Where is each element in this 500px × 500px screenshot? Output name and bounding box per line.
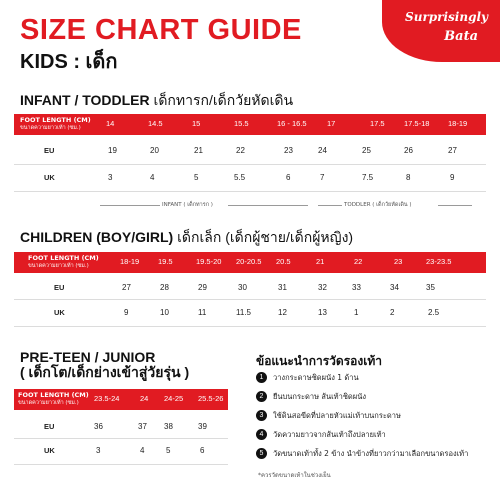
infant-heading-th: เด็กทารก/เด็กวัยหัดเดิน [153, 92, 294, 108]
foot-length-label-en: FOOT LENGTH (CM) [20, 116, 91, 124]
foot-length-label-th: ขนาดความยาวเท้า (ซม.) [20, 125, 81, 131]
foot-length-label-th: ขนาดความยาวเท้า (ซม.) [28, 263, 89, 269]
infant-size-cell: 17.5-18 [404, 119, 430, 128]
toddler-group-line-right [438, 205, 472, 206]
row-divider [14, 438, 228, 439]
children-size-cell: 19.5-20 [196, 257, 222, 266]
row-divider [14, 299, 486, 300]
infant-foot-length-label [20, 116, 91, 132]
preteen-eu-cell: 37 [138, 422, 147, 431]
children-section-heading [20, 229, 353, 245]
infant-eu-cell: 25 [362, 146, 371, 155]
tips-note: *ควรวัดขนาดเท้าในช่วงเย็น [258, 472, 331, 479]
children-size-cell: 20-20.5 [236, 257, 262, 266]
infant-size-cell: 15 [192, 119, 201, 128]
infant-group-line-left [100, 205, 160, 206]
children-heading-en: CHILDREN (BOY/GIRL) [20, 229, 174, 245]
children-eu-cell: 30 [238, 283, 247, 292]
page-subtitle: KIDS : เด็ก [20, 51, 118, 73]
preteen-size-cell: 25.5-26 [198, 394, 224, 403]
tip-number: 3 [256, 410, 267, 421]
children-foot-length-label [28, 254, 99, 270]
infant-uk-cell: 5 [194, 173, 199, 182]
children-size-cell: 20.5 [276, 257, 291, 266]
infant-uk-cell: 5.5 [234, 173, 246, 182]
tip-text: วัดขนาดเท้าทั้ง 2 ข้าง นำข้างที่ยาวกว่ามาเลือกขนาดรองเท้า [273, 449, 469, 458]
preteen-eu-cell: 39 [198, 422, 207, 431]
children-eu-cell: 35 [426, 283, 435, 292]
tips-heading: ข้อแนะนำการวัดรองเท้า [256, 354, 382, 368]
infant-uk-cell: 9 [450, 173, 455, 182]
infant-size-cell: 14.5 [148, 119, 163, 128]
children-size-cell: 19.5 [158, 257, 173, 266]
infant-eu-cell: 19 [108, 146, 117, 155]
tip-text: วางกระดาษชิดผนัง 1 ด้าน [273, 373, 359, 382]
infant-size-cell: 18-19 [448, 119, 468, 128]
infant-uk-cell: 4 [150, 173, 155, 182]
infant-uk-cell: 7.5 [362, 173, 374, 182]
infant-header-bar [14, 114, 486, 135]
children-size-cell: 22 [354, 257, 363, 266]
preteen-heading: PRE-TEEN / JUNIOR [20, 349, 156, 365]
children-size-cell: 23 [394, 257, 403, 266]
tip-number: 4 [256, 429, 267, 440]
infant-eu-cell: 23 [284, 146, 293, 155]
row-label-eu: EU [44, 422, 55, 431]
infant-eu-cell: 27 [448, 146, 457, 155]
children-eu-cell: 34 [390, 283, 399, 292]
infant-section-heading [20, 92, 293, 108]
infant-group-label: INFANT ( เด็กทารก ) [162, 202, 213, 208]
preteen-eu-cell: 36 [94, 422, 103, 431]
children-size-cell: 21 [316, 257, 325, 266]
foot-length-label-th: ขนาดความยาวเท้า (ซม.) [18, 400, 79, 406]
children-eu-cell: 33 [352, 283, 361, 292]
tip-number: 5 [256, 448, 267, 459]
foot-length-label-en: FOOT LENGTH (CM) [28, 254, 99, 262]
children-uk-cell: 12 [278, 308, 287, 317]
toddler-group-line-left [318, 205, 342, 206]
children-uk-cell: 11.5 [236, 308, 251, 317]
infant-group-line-right [228, 205, 308, 206]
infant-uk-cell: 6 [286, 173, 291, 182]
preteen-size-cell: 23.5-24 [94, 394, 120, 403]
infant-size-cell: 17.5 [370, 119, 385, 128]
preteen-foot-length-label [18, 391, 89, 407]
children-table [0, 252, 500, 332]
row-divider [14, 464, 228, 465]
preteen-size-cell: 24-25 [164, 394, 184, 403]
infant-eu-cell: 26 [404, 146, 413, 155]
infant-uk-cell: 8 [406, 173, 411, 182]
children-uk-cell: 11 [198, 308, 207, 317]
children-eu-cell: 28 [160, 283, 169, 292]
infant-table [0, 114, 500, 214]
tip-text: วัดความยาวจากส้นเท้าถึงปลายเท้า [273, 430, 386, 439]
infant-size-cell: 17 [327, 119, 336, 128]
row-divider [14, 164, 486, 165]
page-title: SIZE CHART GUIDE [20, 14, 302, 46]
brand-name: Bata [444, 29, 478, 44]
preteen-heading-th: ( เด็กโต/เด็กย่างเข้าสู่วัยรุ่น ) [20, 364, 190, 380]
children-uk-cell: 2 [390, 308, 395, 317]
infant-heading-en: INFANT / TODDLER [20, 92, 150, 108]
infant-uk-cell: 3 [108, 173, 113, 182]
infant-eu-cell: 20 [150, 146, 159, 155]
infant-eu-cell: 24 [318, 146, 327, 155]
tip-number: 2 [256, 391, 267, 402]
children-uk-cell: 9 [124, 308, 129, 317]
tip-text: ใช้ดินสอขีดที่ปลายหัวแม่เท้าบนกระดาษ [273, 411, 401, 420]
row-divider [14, 326, 486, 327]
children-eu-cell: 32 [318, 283, 327, 292]
children-uk-cell: 1 [354, 308, 359, 317]
children-size-cell: 23-23.5 [426, 257, 452, 266]
row-label-uk: UK [44, 173, 55, 182]
row-label-uk: UK [44, 446, 55, 455]
children-uk-cell: 13 [318, 308, 327, 317]
infant-eu-cell: 21 [194, 146, 203, 155]
tip-text: ยืนบนกระดาษ ส้นเท้าชิดผนัง [273, 392, 366, 401]
preteen-header-bar [14, 389, 228, 410]
infant-size-cell: 15.5 [234, 119, 249, 128]
preteen-table [0, 389, 240, 469]
preteen-size-cell: 24 [140, 394, 149, 403]
infant-size-cell: 16 - 16.5 [277, 119, 307, 128]
children-heading-th: เด็กเล็ก (เด็กผู้ชาย/เด็กผู้หญิง) [177, 229, 354, 245]
row-divider [14, 191, 486, 192]
children-size-cell: 18-19 [120, 257, 140, 266]
row-label-eu: EU [54, 283, 65, 292]
preteen-uk-cell: 3 [96, 446, 101, 455]
children-header-bar [14, 252, 486, 273]
children-eu-cell: 31 [278, 283, 287, 292]
preteen-uk-cell: 5 [166, 446, 171, 455]
toddler-group-label: TODDLER ( เด็กวัยหัดเดิน ) [344, 202, 412, 208]
children-eu-cell: 29 [198, 283, 207, 292]
infant-uk-cell: 7 [320, 173, 325, 182]
foot-length-label-en: FOOT LENGTH (CM) [18, 391, 89, 399]
infant-size-cell: 14 [106, 119, 115, 128]
row-label-uk: UK [54, 308, 65, 317]
tip-number: 1 [256, 372, 267, 383]
preteen-uk-cell: 4 [140, 446, 145, 455]
preteen-eu-cell: 38 [164, 422, 173, 431]
brand-tagline: Surprisingly [405, 10, 488, 24]
children-uk-cell: 10 [160, 308, 169, 317]
row-label-eu: EU [44, 146, 55, 155]
preteen-uk-cell: 6 [200, 446, 205, 455]
infant-eu-cell: 22 [236, 146, 245, 155]
children-eu-cell: 27 [122, 283, 131, 292]
children-uk-cell: 2.5 [428, 308, 440, 317]
